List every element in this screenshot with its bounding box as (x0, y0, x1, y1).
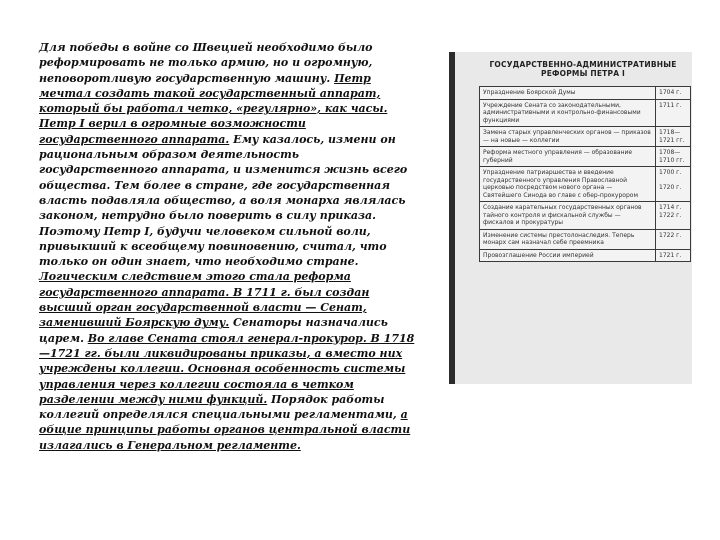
table-row (480, 167, 691, 202)
text-segment-underlined: Петр мечтал создать такой государственный аппарат, который бы работал четко, «регулярно», как часы. Петр I верил в огромные возможности государственного аппарата. (39, 71, 388, 146)
reforms-table-image (449, 52, 692, 384)
table-cell-event: Замена старых управленческих органов — приказов — на новые — коллегии (480, 127, 656, 147)
table-cell-year: 1704 г. (656, 87, 691, 100)
text-segment-underlined: Логическим следствием этого стала реформа государственного аппарата. В 1711 г. был создан высший орган государственной власти — Сенат, заменивший Боярскую думу. (39, 270, 370, 330)
text-segment: Для победы в войне со Швецией необходимо было реформировать не только армию, но и огромную, неповоротливую государственную машину. (39, 41, 373, 85)
table-cell-year: 1714 г. 1722 г. (656, 202, 691, 230)
text-segment-underlined: Во главе Сената стоял генерал-прокурор. В 1718—1721 гг. были ликвидированы приказы, а вместо них учреждены коллегии. Основная особенность системы управления через коллегии состояла в четком разделении между ними функций. (39, 331, 415, 406)
table-cell-event: Изменение системы престолонаследия. Теперь монарх сам назначал себе преемника (480, 229, 656, 249)
reform-text (39, 40, 421, 453)
table-row (480, 229, 691, 249)
table-cell-event: Создание карательных государственных органов тайного контроля и фискальной службы — фискалов и прокуратуры (480, 202, 656, 230)
table-cell-event: Учреждение Сената со законодательными, административными и контрольно-финансовыми функциями (480, 99, 656, 127)
table-cell-event: Упразднение Боярской Думы (480, 87, 656, 100)
table-title: ГОСУДАРСТВЕННО-АДМИНИСТРАТИВНЫЕ РЕФОРМЫ ПЕТРА I (489, 60, 677, 78)
table-row (480, 249, 691, 262)
table-cell-event: Упразднение патриаршества и введение государственного управления Православной церковью посредством нового органа — Святейшего Синода во главе с обер-прокурором (480, 167, 656, 202)
table-cell-year: 1722 г. (656, 229, 691, 249)
text-segment: Порядок работы коллегий определялся специальными регламентами, (39, 392, 401, 422)
table-cell-year: 1711 г. (656, 99, 691, 127)
table-row (480, 87, 691, 100)
table-cell-year: 1721 г. (656, 249, 691, 262)
text-segment-underlined: а общие принципы работы органов центральной власти излагались в Генеральном регламенте. (39, 408, 411, 452)
table-cell-year: 1700 г. 1720 г. (656, 167, 691, 202)
table-cell-event: Провозглашение России империей (480, 249, 656, 262)
text-segment: Ему казалось, измени он рациональным образом деятельность государственного аппарата, и изменится жизнь всего общества. Тем более в стране, где государственная власть подавляла общество, а воля монарха являлась законом, нетрудно было поверить в силу приказа. Поэтому Петр I, будучи человеком сильной воли, привыкший к всеобщему повиновению, считал, что только он один знает, что необходимо стране. (39, 132, 408, 269)
table-cell-year: 1708— 1710 гг. (656, 147, 691, 167)
table-cell-year: 1718— 1721 гг. (656, 127, 691, 147)
table-row (480, 147, 691, 167)
reforms-table (479, 86, 691, 262)
table-row (480, 127, 691, 147)
text-segment: Сенаторы назначались царем. (39, 316, 388, 345)
table-row (480, 202, 691, 230)
table-cell-event: Реформа местного управления — образование губерний (480, 147, 656, 167)
table-row (480, 99, 691, 127)
